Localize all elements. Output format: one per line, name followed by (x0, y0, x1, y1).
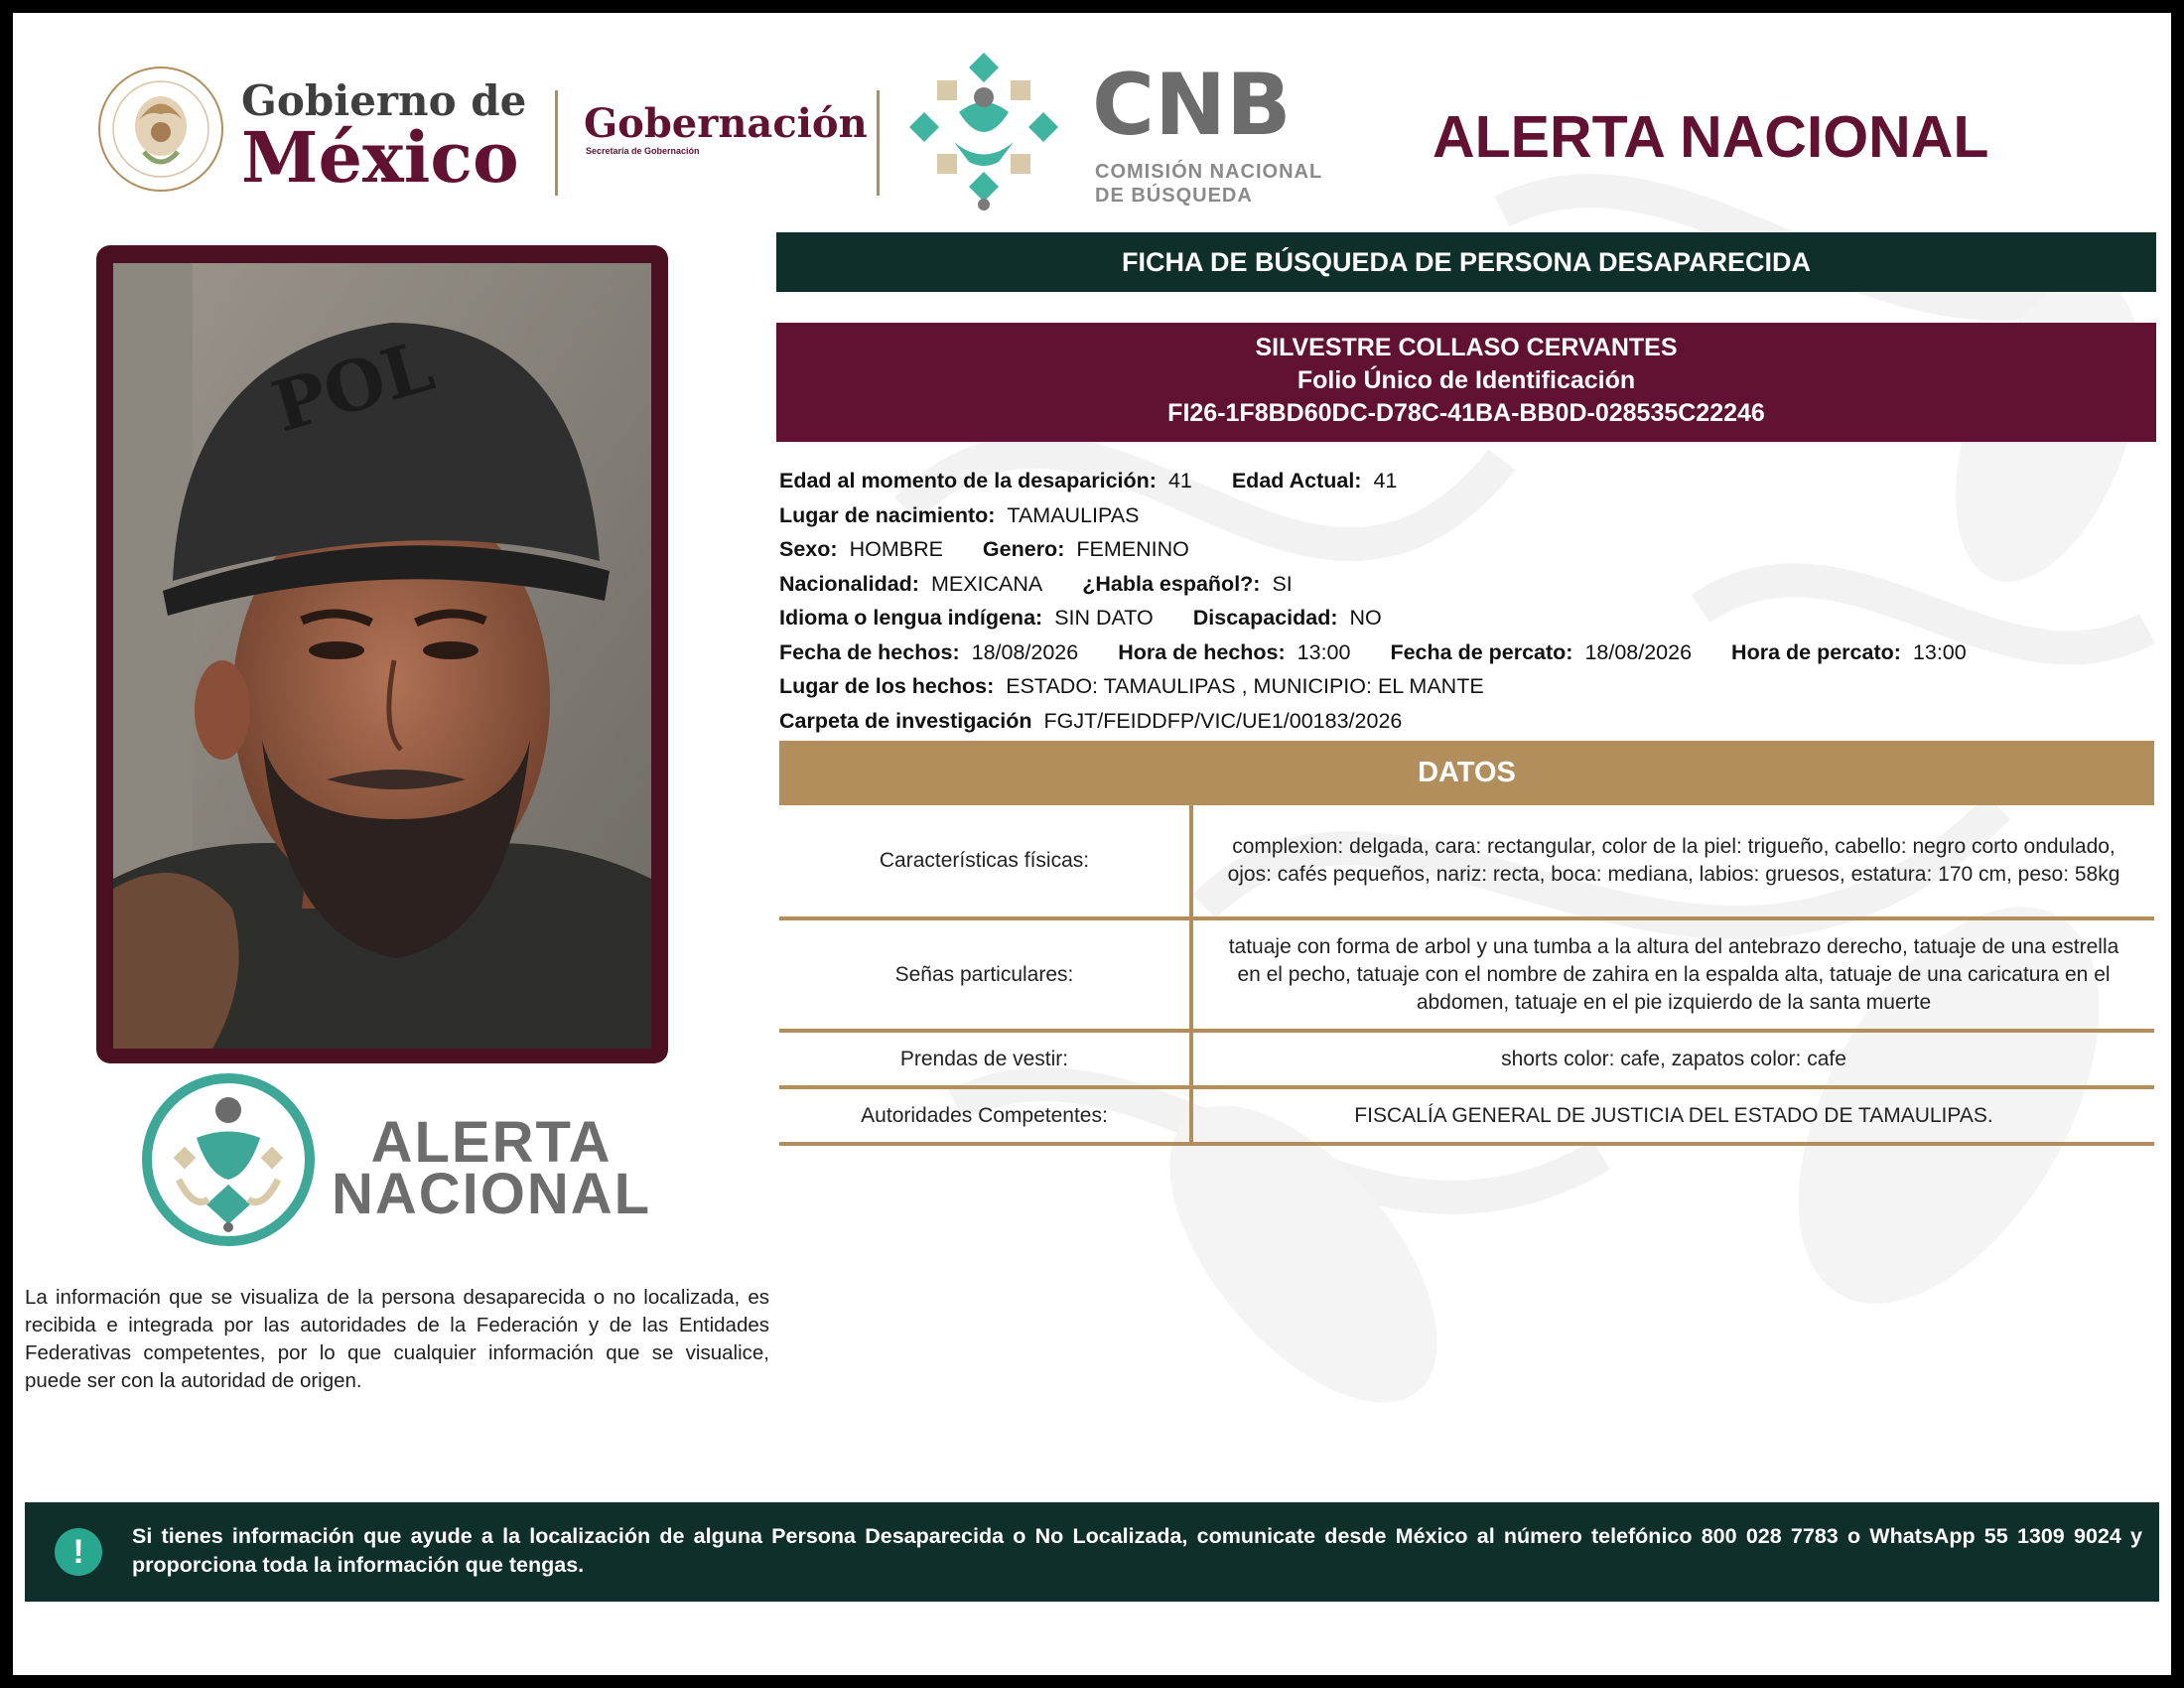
info-value: 41 (1373, 469, 1398, 492)
person-name: SILVESTRE COLLASO CERVANTES (1255, 334, 1678, 361)
info-value: 18/08/2026 (1584, 639, 1693, 664)
info-value: 13:00 (1297, 639, 1351, 664)
info-row (779, 567, 2149, 602)
info-label: Edad al momento de la desaparición: (779, 469, 1157, 492)
datos-title: DATOS (1418, 757, 1516, 788)
datos-row (779, 1089, 2154, 1146)
folio-label: Folio Único de Identificación (1297, 366, 1636, 394)
mexico-seal-icon (94, 63, 227, 196)
datos-table (779, 805, 2154, 1146)
alerta-nacional-logo-icon (139, 1070, 318, 1249)
info-label: Genero: (982, 537, 1065, 561)
contact-footer (25, 1502, 2159, 1602)
info-value: TAMAULIPAS (1007, 502, 1140, 527)
datos-value: shorts color: cafe, zapatos color: cafe (1501, 1047, 1846, 1070)
alerta-nacional-logo-line2: NACIONAL (332, 1162, 652, 1226)
datos-row (779, 805, 2154, 920)
datos-value: tatuaje con forma de arbol y una tumba a la altura del antebrazo derecho, tatuaje de una estrella en el pecho, tatuaje con el nombre de zahira en la espalda alta, tatuaje de una caricatura en el abdomen, tatuaje en el pie izquierdo de la santa muerte (1228, 934, 2119, 1014)
info-value: MEXICANA (930, 571, 1043, 596)
gobierno-title: Gobierno de (241, 76, 527, 125)
info-value: SIN DATO (1054, 606, 1154, 630)
datos-value: complexion: delgada, cara: rectangular, color de la piel: trigueño, cabello: negro corto ondulado, ojos: cafés pequeños, nariz: recta, boca: mediana, labios: gruesos, estatura: 170 cm, peso: 58kg (1227, 835, 2120, 886)
info-label: Lugar de nacimiento: (779, 502, 996, 527)
info-row (779, 498, 2149, 533)
info-label: Lugar de los hechos: (779, 674, 995, 698)
info-value: 13:00 (1912, 639, 1967, 664)
person-info (779, 464, 2149, 738)
datos-row (779, 1033, 2154, 1089)
info-label: Edad Actual: (1231, 469, 1362, 492)
person-photo (113, 263, 651, 1049)
cap-text: POL (263, 324, 443, 449)
cnb-logo-icon (899, 43, 1068, 211)
divider (555, 90, 558, 196)
mexico-title: México (241, 116, 519, 199)
info-value: NO (1349, 606, 1382, 630)
info-label: Sexo: (779, 537, 838, 561)
info-value: ESTADO: TAMAULIPAS , MUNICIPIO: EL MANTE (1006, 674, 1484, 698)
ficha-title: FICHA DE BÚSQUEDA DE PERSONA DESAPARECIDA (1121, 246, 1812, 277)
contact-text: Si tienes información que ayude a la localización de alguna Persona Desaparecida o No Localizada, comunicate desde México al número telefónico 800 028 7783 o WhatsApp 55 1309 9024 y proporciona toda la información que tengas. (132, 1524, 2142, 1577)
datos-row (779, 920, 2154, 1033)
info-value: FEMENINO (1076, 537, 1189, 561)
datos-key: Características físicas: (779, 805, 1193, 916)
alert-sheet (13, 13, 2171, 1675)
info-row (779, 601, 2149, 635)
gobernacion-logo: Gobernación (584, 100, 868, 147)
exclamation-icon: ! (55, 1528, 102, 1576)
datos-title-bar (779, 741, 2154, 805)
info-row (779, 635, 2149, 670)
info-label: Nacionalidad: (779, 571, 919, 596)
cnb-subtitle (1095, 160, 1373, 208)
divider (877, 90, 880, 196)
info-value: HOMBRE (849, 537, 943, 561)
folio-number: FI26-1F8BD60DC-D78C-41BA-BB0D-028535C22246 (1167, 399, 1765, 427)
info-value: 18/08/2026 (971, 639, 1079, 664)
info-label: Idioma o lengua indígena: (779, 606, 1043, 630)
cnb-title: CNB (1092, 56, 1292, 155)
info-label: ¿Habla español?: (1082, 571, 1261, 596)
ficha-title-bar (776, 232, 2156, 292)
info-row (779, 704, 2149, 739)
info-row (779, 532, 2149, 567)
info-label: Fecha de hechos: (779, 639, 960, 664)
info-label: Carpeta de investigación (779, 708, 1032, 733)
info-row (779, 464, 2149, 498)
cnb-subtitle-line2: DE BÚSQUEDA (1095, 185, 1253, 207)
disclaimer-text: La información que se visualiza de la persona desaparecida o no localizada, es recibida e integrada por las autoridades de la Federación y de las Entidades Federativas competentes, por lo que cualquier información que se visualice, puede ser con la autoridad de origen. (25, 1286, 769, 1392)
info-label: Hora de hechos: (1118, 639, 1286, 664)
alerta-nacional-logo-text (332, 1110, 652, 1226)
alerta-nacional-logo-line1: ALERTA (370, 1110, 613, 1175)
gobernacion-subtitle: Secretaría de Gobernación (586, 146, 700, 156)
info-label: Hora de percato: (1731, 639, 1901, 664)
alerta-nacional-title: ALERTA NACIONAL (1433, 104, 1989, 170)
datos-key: Prendas de vestir: (779, 1033, 1193, 1085)
person-header (776, 323, 2156, 442)
cnb-subtitle-line1: COMISIÓN NACIONAL (1095, 161, 1323, 183)
info-value: 41 (1167, 469, 1192, 492)
info-value: SI (1272, 571, 1293, 596)
datos-key: Autoridades Competentes: (779, 1089, 1193, 1142)
info-row (779, 669, 2149, 704)
datos-key: Señas particulares: (779, 920, 1193, 1029)
info-value: FGJT/FEIDDFP/VIC/UE1/00183/2026 (1043, 708, 1403, 733)
info-label: Discapacidad: (1192, 606, 1338, 630)
info-label: Fecha de percato: (1390, 639, 1573, 664)
datos-value: FISCALÍA GENERAL DE JUSTICIA DEL ESTADO DE TAMAULIPAS. (1354, 1103, 1993, 1127)
